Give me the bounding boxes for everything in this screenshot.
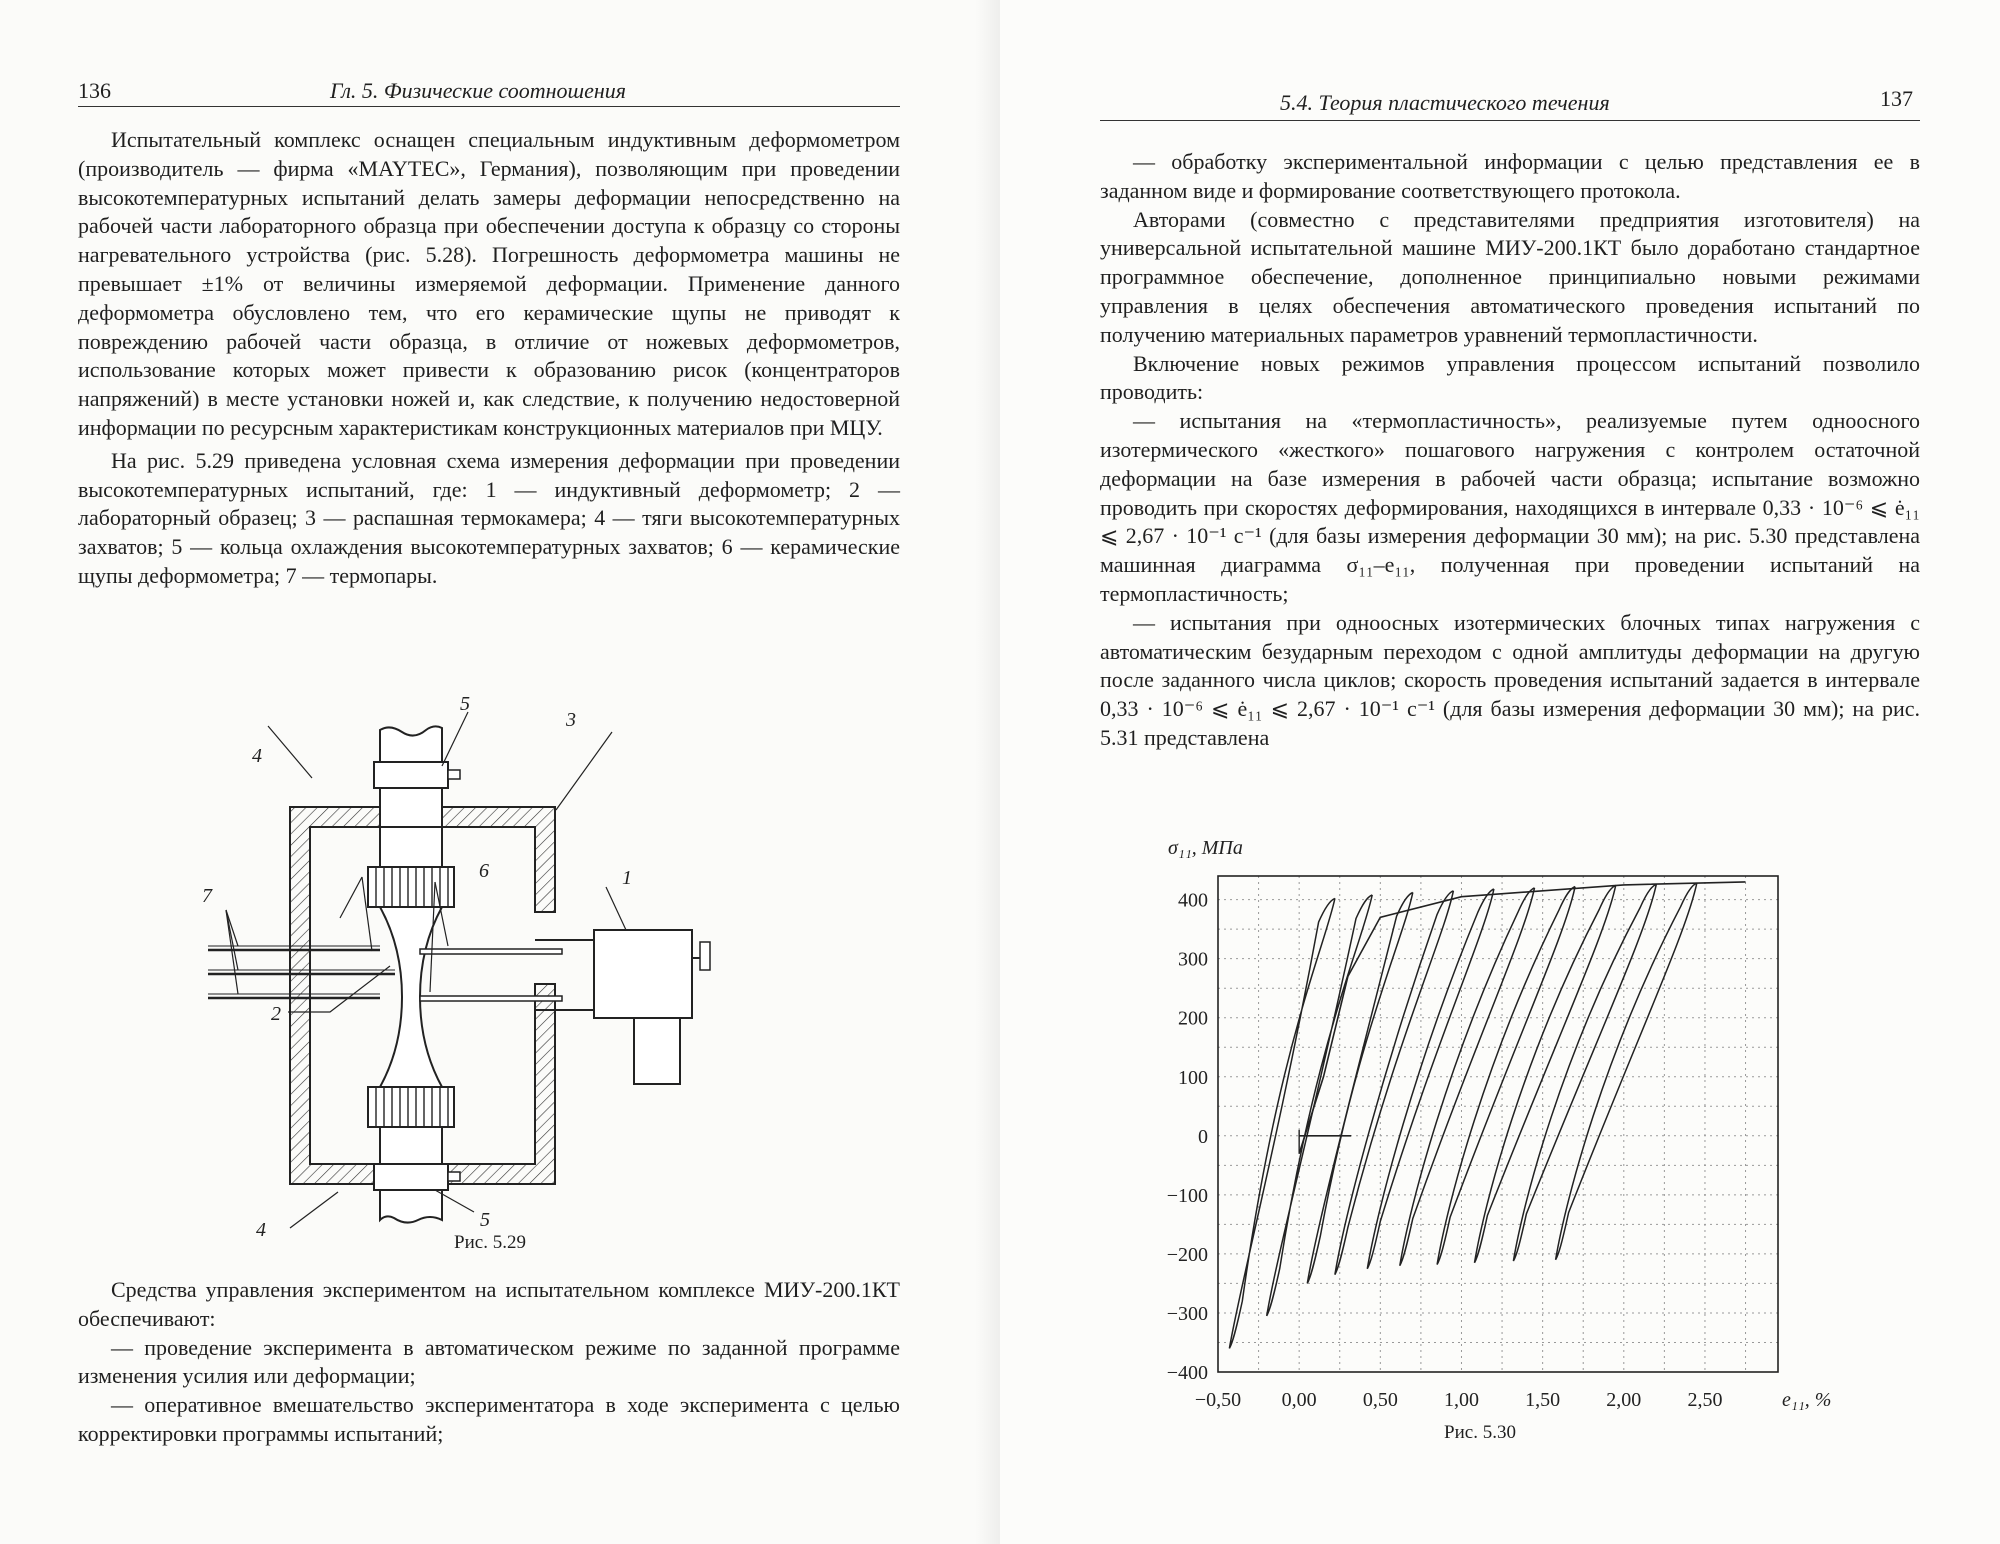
left-body-text [78,126,900,591]
chart-series [1229,882,1745,1349]
hysteresis-loop [1367,889,1494,1269]
hysteresis-loop [1400,888,1535,1266]
x-tick-label: 1,00 [1443,1389,1479,1411]
paragraph: Испытательный комплекс оснащен специальным индуктивным деформометром (производитель — фирма «MAYTEC», Германия), позволяющим при проведении высокотемпературных испытаний делать замеры деформации непосредственно на рабочей части лабораторного образца при обеспечении доступа к образцу со стороны нагревательного устройства (рис. 5.28). Погрешность деформометра машины не превышает ±1% от величины измеряемой деформации. Применение данного деформометра обусловлено тем, что его керамические щупы не приводят к повреждению рабочей части образца, в отличие от ножевых деформометров, использование которых может привести к образованию рисок (концентраторов напряжений) в месте установки ножей и, как следствие, к получению недостоверной информации по ресурсным характеристикам конструкционных материалов при МЦУ. [78,127,900,440]
hysteresis-loop [1556,883,1697,1260]
paragraph: — испытания при одноосных изотермических блочных типах нагружения с автоматическим безударным переходом с одной амплитуды деформации на другую после заданного числа циклов; скорость проведения испытаний задается в интервале 0,33 · 10⁻⁶ ⩽ ė₁₁ ⩽ 2,67 · 10⁻¹ с⁻¹ (для базы измерения деформации 30 мм); на рис. 5.31 представлена [1100,609,1920,750]
label-3: 3 [566,709,576,731]
chart-frame [1218,876,1778,1372]
deformometer [594,930,692,1018]
paragraph: Авторами (совместно с представителями предприятия изготовителя) на универсальной испытательной машине МИУ-200.1КТ было доработано стандартное программное обеспечение, дополненное принципиально новыми режимами управления в целях обеспечения автоматического проведения испытаний по получению материальных параметров уравнений термопластичности. [1100,206,1920,347]
chart-grid [1218,876,1778,1372]
header-rule [1100,120,1920,121]
paragraph: На рис. 5.29 приведена условная схема измерения деформации при проведении высокотемпературных испытаний, где: 1 — индуктивный деформометр; 2 — лабораторный образец; 3 — распашная термокамера; 4 — тяги высокотемпературных захватов; 5 — кольца охлаждения высокотемпературных захватов; 6 — керамические щупы деформометра; 7 — термопары. [78,447,900,588]
y-tick-label: 100 [1178,1066,1208,1089]
x-tick-label: 0,00 [1281,1389,1317,1411]
label-1: 1 [622,867,632,889]
paragraph: Включение новых режимов управления процессом испытаний позволило проводить: [1100,350,1920,405]
label-6: 6 [479,860,489,882]
x-tick-label: 2,50 [1687,1389,1723,1411]
paragraph: — проведение эксперимента в автоматическом режиме по заданной программе изменения усилия или деформации; [78,1334,900,1389]
upper-grip [368,867,454,907]
x-axis-label: e₁₁, % [1782,1389,1832,1411]
ceramic-probe-upper [420,949,562,954]
label-2: 2 [271,1003,281,1025]
label-7: 7 [202,885,212,907]
upper-cooling-ring [374,762,448,788]
left-body-text-after [78,1276,900,1449]
page-number: 136 [78,78,111,103]
y-tick-label: 300 [1178,948,1208,971]
x-tick-label: 0,50 [1362,1389,1398,1411]
running-title: Гл. 5. Физические соотношения [330,78,627,103]
paragraph: — испытания на «термопластичность», реализуемые путем одноосного изотермического «жесткого» пошагового нагружения с контролем остаточной деформации на базе измерения в рабочей части образца; испытание возможно проводить при скоростях деформирования, находящихся в интервале 0,33 · 10⁻⁶ ⩽ ė₁₁ ⩽ 2,67 · 10⁻¹ с⁻¹ (для базы измерения деформации 30 мм); на рис. 5.30 представлена машинная диаграмма σ₁₁–e₁₁, полученная при проведении испытаний на термопластичность; [1100,408,1920,606]
hysteresis-loop [1335,891,1454,1275]
hysteresis-loop [1307,893,1413,1284]
label-4-top: 4 [252,745,262,767]
x-tick-label: −0,50 [1194,1389,1242,1411]
x-tick-label: 2,00 [1606,1389,1642,1411]
right-page [1000,0,2000,1544]
y-tick-label: −300 [1166,1302,1208,1325]
y-tick-label: −400 [1166,1362,1208,1384]
figure-caption: Рис. 5.29 [454,1232,526,1253]
y-axis-label: σ₁₁, МПа [1168,837,1243,859]
hysteresis-loop [1513,884,1656,1261]
running-title: 5.4. Теория пластического течения [1280,90,1610,115]
x-tick-label: 1,50 [1525,1389,1561,1411]
y-tick-label: 0 [1198,1125,1208,1148]
right-body-text [1100,148,1920,753]
lower-cooling-ring [374,1164,448,1190]
page-number: 137 [1880,86,1913,111]
figure-5-30-chart [1150,830,1870,1430]
y-tick-label: 200 [1178,1007,1208,1030]
y-tick-label: −200 [1166,1243,1208,1266]
label-5-top: 5 [460,693,470,715]
paragraph: — оперативное вмешательство экспериментатора в ходе эксперимента с целью корректировки программы испытаний; [78,1392,900,1446]
hysteresis-loop [1437,887,1575,1265]
figure-5-29-schematic [202,693,750,1241]
header-rule [78,106,900,107]
hysteresis-loop [1475,885,1616,1262]
chart-ticks [1167,890,1723,1411]
paragraph: — обработку экспериментальной информации с целью представления ее в заданном виде и формирование соответствующего протокола. [1100,149,1920,203]
figure-caption: Рис. 5.30 [1444,1422,1516,1443]
paragraph: Средства управления экспериментом на испытательном комплексе МИУ-200.1КТ обеспечивают: [78,1277,900,1331]
ceramic-probe-lower [420,996,562,1001]
lower-grip [368,1087,454,1127]
label-4-bottom: 4 [256,1219,266,1241]
hysteresis-loop [1229,898,1335,1348]
label-5-bottom: 5 [480,1209,490,1231]
y-tick-label: −100 [1166,1184,1208,1207]
y-tick-label: 400 [1178,889,1208,912]
initial-loading-curve [1299,882,1745,1154]
